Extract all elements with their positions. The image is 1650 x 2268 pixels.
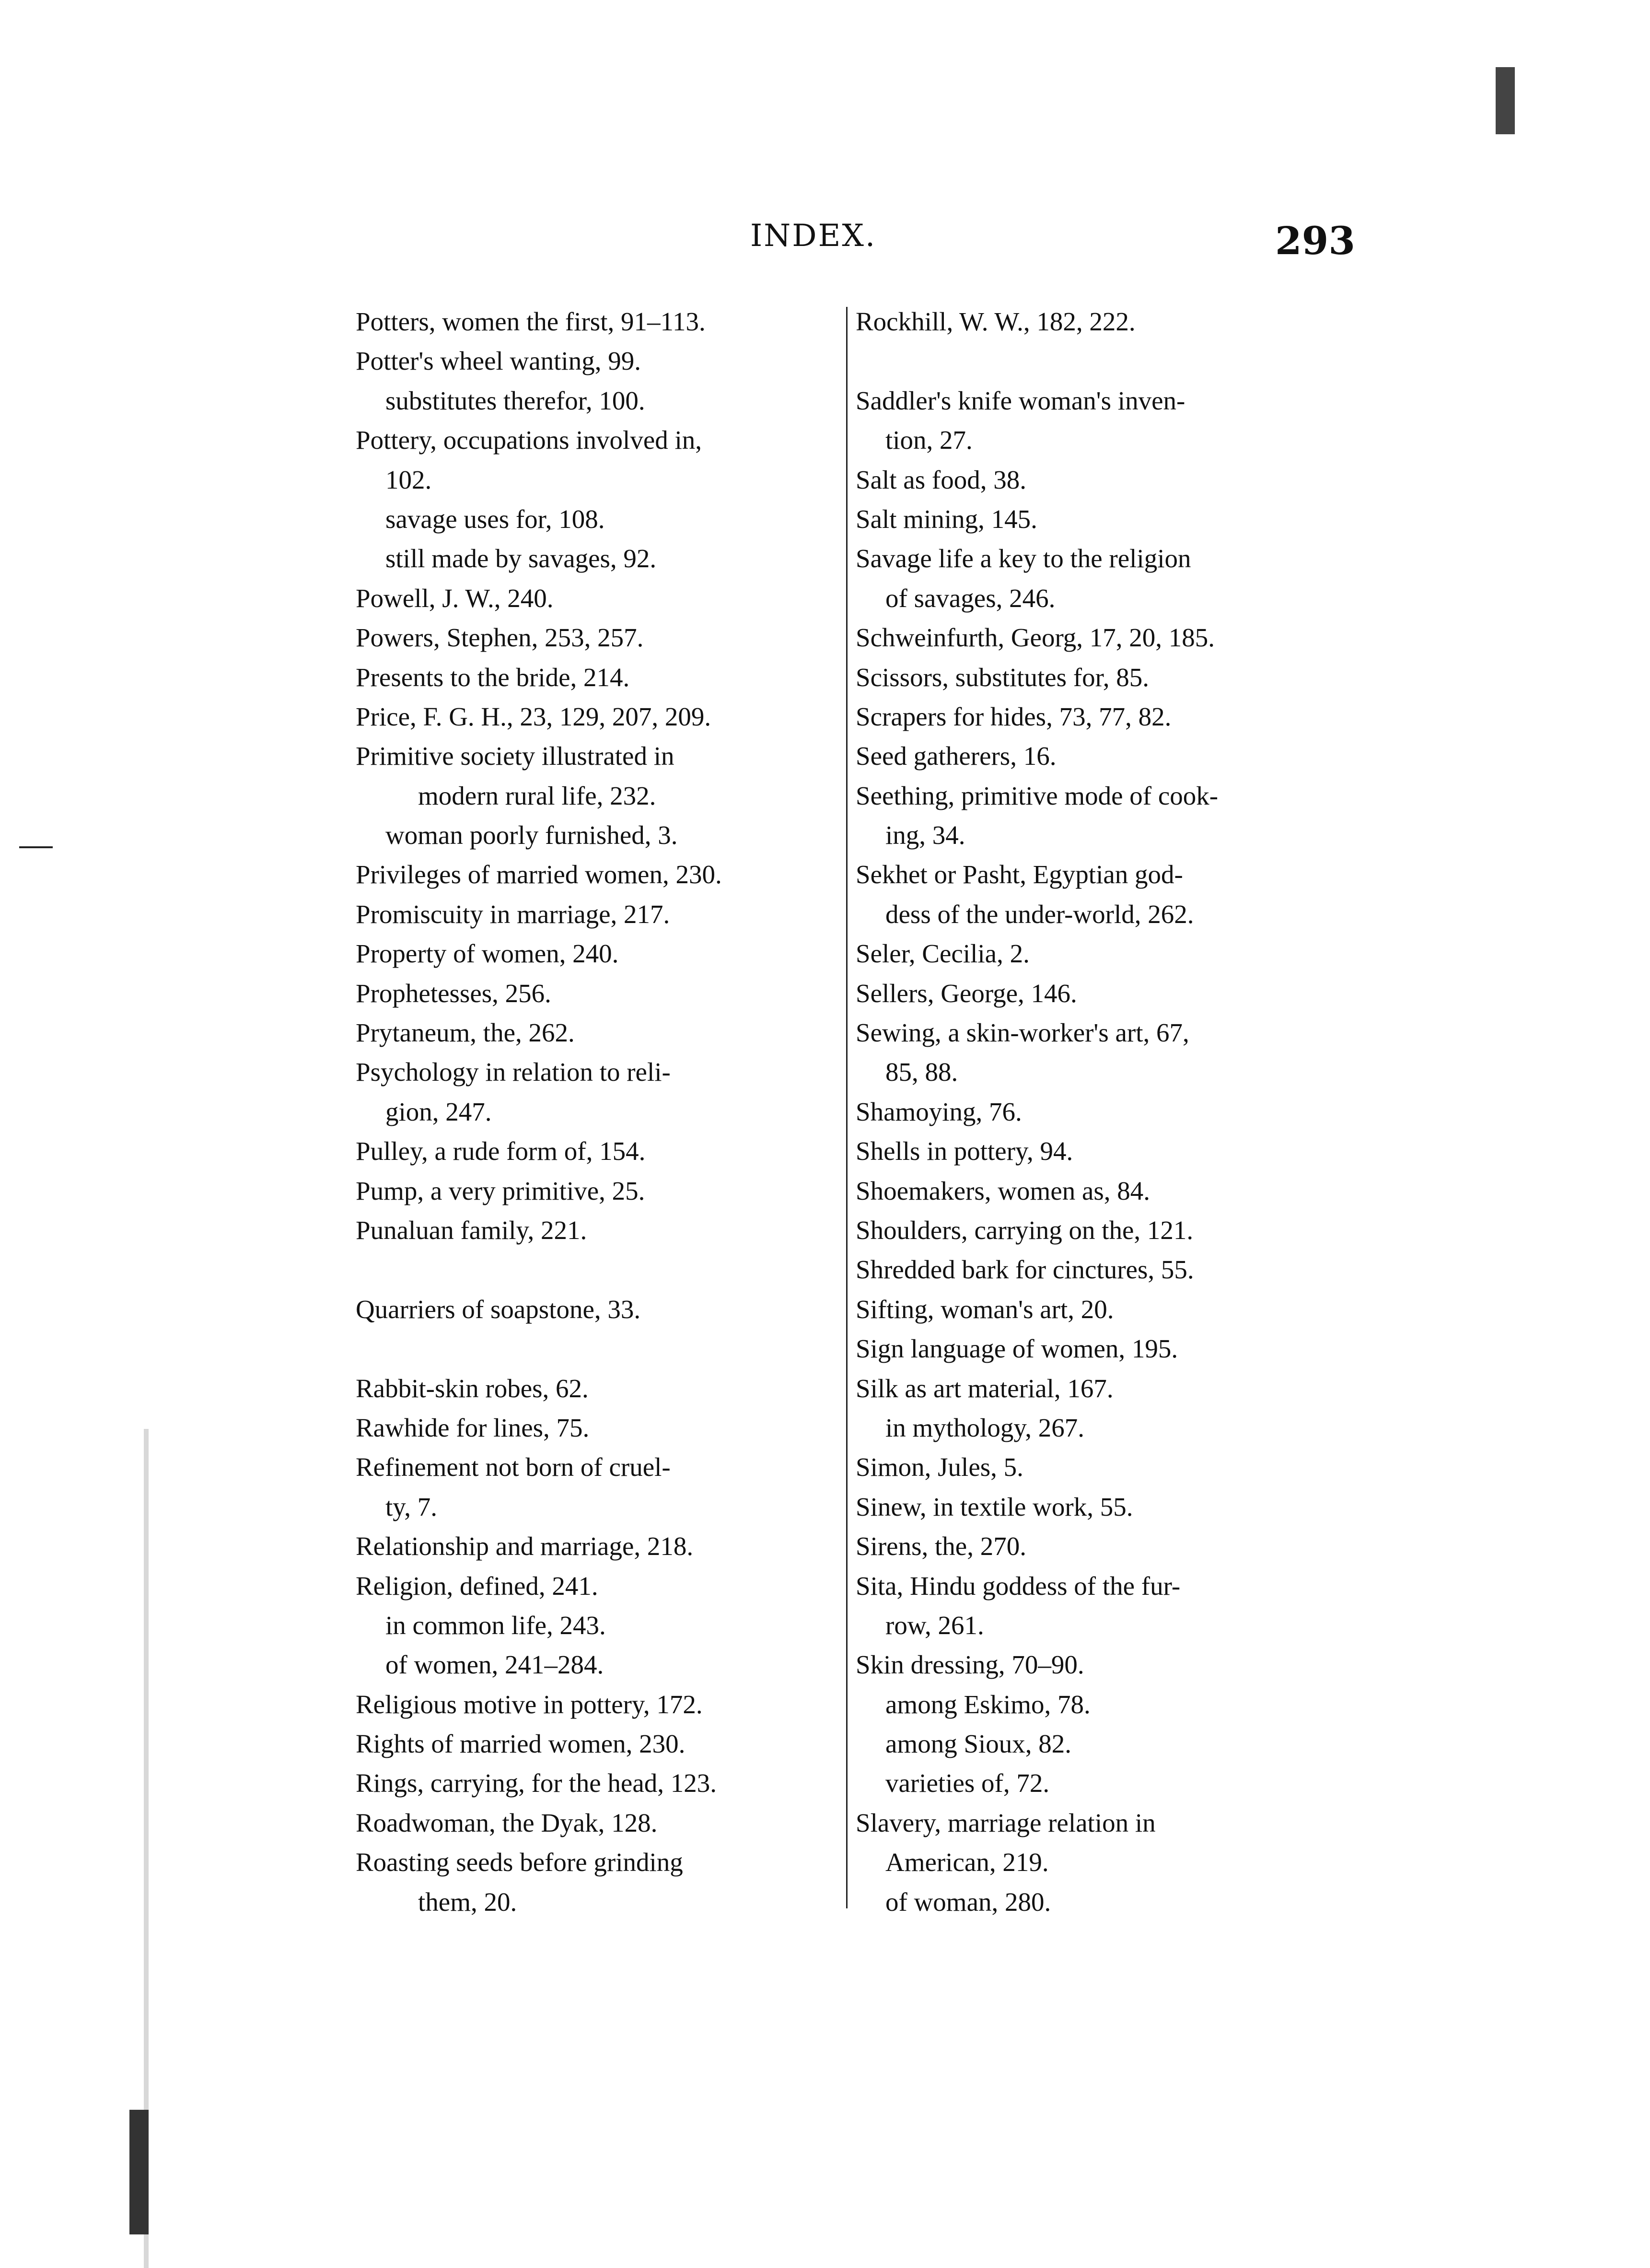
index-entry: Prytaneum, the, 262.: [356, 1018, 575, 1048]
index-entry: Property of women, 240.: [356, 939, 619, 969]
index-entry: Price, F. G. H., 23, 129, 207, 209.: [356, 701, 711, 731]
index-subentry: them, 20.: [418, 1887, 517, 1917]
index-entry: Sirens, the, 270.: [856, 1531, 1026, 1561]
index-column-right: [856, 302, 1354, 1922]
index-subentry: woman poorly furnished, 3.: [385, 820, 678, 850]
index-entry: Shoemakers, women as, 84.: [856, 1176, 1150, 1205]
index-entry: Sinew, in textile work, 55.: [856, 1492, 1133, 1521]
index-entry: Roadwoman, the Dyak, 128.: [356, 1808, 658, 1837]
index-entry: Seed gatherers, 16.: [856, 741, 1057, 771]
index-entry: Potters, women the first, 91–113.: [356, 307, 706, 336]
index-entry: Salt mining, 145.: [856, 504, 1037, 534]
index-subentry: modern rural life, 232.: [418, 781, 656, 810]
index-entry: Rights of married women, 230.: [356, 1729, 686, 1759]
index-spacer: [856, 341, 1354, 381]
index-subentry: row, 261.: [885, 1610, 984, 1640]
index-entry: Punaluan family, 221.: [356, 1216, 587, 1245]
index-entry: Shamoying, 76.: [856, 1097, 1022, 1126]
index-subentry: varieties of, 72.: [885, 1768, 1050, 1798]
index-entry: Sekhet or Pasht, Egyptian god-: [856, 860, 1183, 889]
index-entry: Rockhill, W. W., 182, 222.: [856, 307, 1136, 336]
index-subentry: dess of the under-world, 262.: [885, 899, 1194, 929]
index-entry: Scrapers for hides, 73, 77, 82.: [856, 701, 1172, 731]
index-entry: Privileges of married women, 230.: [356, 860, 722, 889]
index-entry: Potter's wheel wanting, 99.: [356, 346, 641, 376]
index-entry: Shells in pottery, 94.: [856, 1136, 1073, 1166]
page-number: 293: [1275, 218, 1355, 263]
index-entry: Quarriers of soapstone, 33.: [356, 1294, 641, 1324]
index-entry: Sewing, a skin-worker's art, 67,: [856, 1018, 1189, 1048]
index-subentry: of women, 241–284.: [385, 1650, 604, 1680]
index-entry: Prophetesses, 256.: [356, 978, 551, 1008]
scan-dash-mark: [19, 846, 53, 848]
index-subentry: in common life, 243.: [385, 1610, 606, 1640]
index-entry: Rabbit-skin robes, 62.: [356, 1373, 589, 1403]
index-spacer: [356, 1329, 845, 1368]
index-entry: Psychology in relation to reli-: [356, 1057, 671, 1087]
index-subentry: in mythology, 267.: [885, 1413, 1085, 1442]
index-entry: Primitive society illustrated in: [356, 741, 674, 771]
index-entry: Shoulders, carrying on the, 121.: [856, 1215, 1194, 1245]
index-entry: Rawhide for lines, 75.: [356, 1413, 590, 1442]
index-entry: Scissors, substitutes for, 85.: [856, 662, 1149, 692]
index-entry: Slavery, marriage relation in: [856, 1808, 1156, 1837]
index-entry: Refinement not born of cruel-: [356, 1452, 671, 1482]
index-entry: Powers, Stephen, 253, 257.: [356, 623, 644, 653]
index-subentry: of savages, 246.: [885, 583, 1056, 613]
index-subentry: still made by savages, 92.: [385, 544, 657, 573]
index-entry: Salt as food, 38.: [856, 465, 1026, 494]
index-subentry: ing, 34.: [885, 820, 965, 850]
index-subentry: gion, 247.: [385, 1097, 492, 1126]
index-entry: Roasting seeds before grinding: [356, 1847, 683, 1877]
index-entry: Sifting, woman's art, 20.: [856, 1294, 1114, 1324]
index-entry: Sign language of women, 195.: [856, 1334, 1178, 1364]
index-entry: Pulley, a rude form of, 154.: [356, 1136, 646, 1166]
index-entry: Pump, a very primitive, 25.: [356, 1176, 645, 1205]
index-subentry: among Sioux, 82.: [885, 1729, 1072, 1759]
index-entry: Seler, Cecilia, 2.: [856, 939, 1030, 969]
index-subentry: American, 219.: [885, 1847, 1049, 1877]
index-entry: Skin dressing, 70–90.: [856, 1650, 1084, 1680]
index-entry: Saddler's knife woman's inven-: [856, 386, 1185, 415]
index-subentry: ty, 7.: [385, 1492, 437, 1521]
index-entry: Shredded bark for cinctures, 55.: [856, 1255, 1194, 1285]
page-header-title: INDEX.: [750, 218, 877, 254]
index-entry: Sellers, George, 146.: [856, 978, 1077, 1008]
index-subentry: tion, 27.: [885, 425, 973, 455]
column-divider: [846, 307, 848, 1908]
index-entry: Seething, primitive mode of cook-: [856, 781, 1219, 810]
index-entry: Powell, J. W., 240.: [356, 583, 554, 613]
index-entry: Pottery, occupations involved in,: [356, 425, 702, 455]
index-entry: Sita, Hindu goddess of the fur-: [856, 1571, 1181, 1601]
index-subentry: 102.: [385, 465, 432, 494]
index-subentry: among Eskimo, 78.: [885, 1689, 1091, 1719]
index-subentry: substitutes therefor, 100.: [385, 386, 645, 415]
index-spacer: [356, 1250, 845, 1289]
index-entry: Religion, defined, 241.: [356, 1571, 598, 1601]
index-column-left: [356, 302, 845, 1922]
index-entry: Relationship and marriage, 218.: [356, 1531, 694, 1561]
index-subentry: of woman, 280.: [885, 1887, 1051, 1917]
index-entry: Savage life a key to the religion: [856, 544, 1191, 573]
index-entry: Rings, carrying, for the head, 123.: [356, 1768, 717, 1798]
index-entry: Presents to the bride, 214.: [356, 662, 630, 692]
index-entry: Schweinfurth, Georg, 17, 20, 185.: [856, 623, 1215, 653]
index-entry: Simon, Jules, 5.: [856, 1452, 1023, 1482]
index-entry: Promiscuity in marriage, 217.: [356, 899, 670, 929]
scan-edge-mark: [1496, 67, 1515, 134]
scan-edge-mark: [129, 2110, 149, 2234]
index-subentry: savage uses for, 108.: [385, 504, 605, 534]
index-subentry: 85, 88.: [885, 1057, 958, 1087]
index-entry: Religious motive in pottery, 172.: [356, 1689, 703, 1719]
index-entry: Silk as art material, 167.: [856, 1373, 1114, 1403]
